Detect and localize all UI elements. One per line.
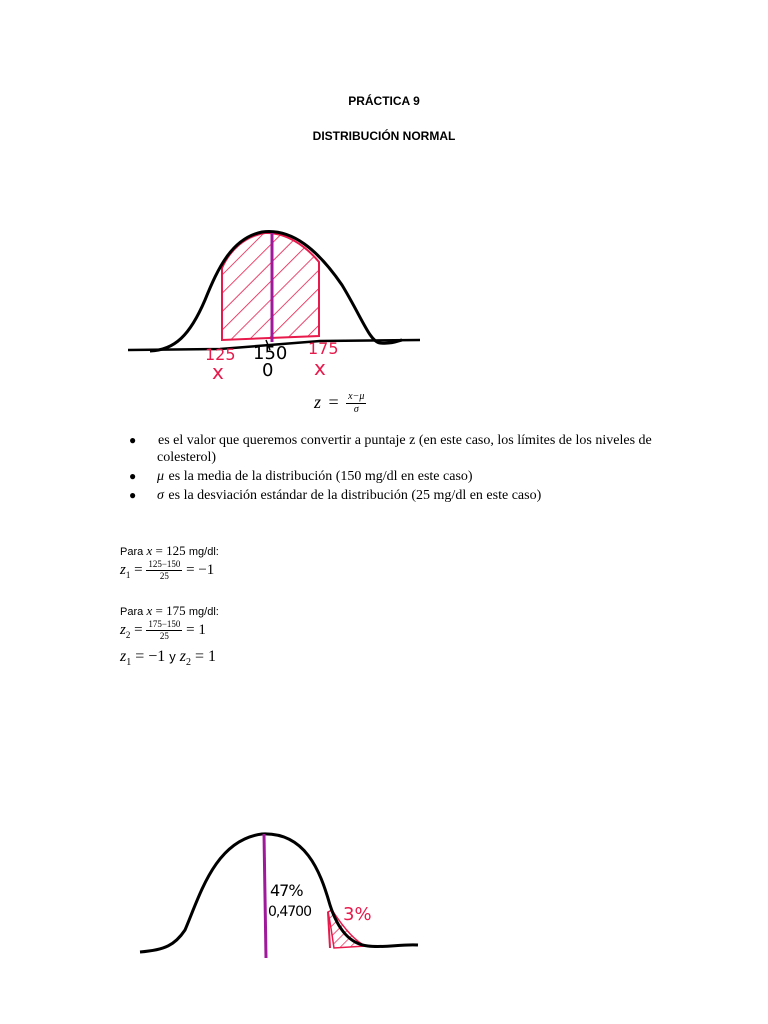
bullet-symbol: μ	[157, 469, 165, 484]
calc2-zsub: 2	[125, 629, 131, 640]
bullet-text: es la media de la distribución (150 mg/dl en este caso)	[168, 469, 473, 484]
calc1-unit: mg/dl:	[188, 546, 219, 558]
formula-numerator: x−μ	[348, 391, 365, 403]
calc2-equation: $z_2$ = $\frac{175-150}{25}$ = 1	[120, 619, 206, 641]
summary-y: y	[169, 649, 176, 664]
label-150: 150	[253, 343, 288, 364]
bullet-text: es el valor que queremos convertir a puntaje z (en este caso, los límites de los niveles de colesterol)	[157, 433, 652, 465]
calc2-z: z	[120, 621, 126, 638]
label-decimal: 0,4700	[268, 904, 311, 920]
calc2-intro: Para	[120, 606, 144, 618]
calc1-num: 125−150	[148, 559, 181, 569]
summary-z2: z	[179, 648, 187, 665]
calc2-var: x	[146, 603, 153, 618]
calc1-result: = −1	[186, 561, 215, 578]
bullet-icon: ●	[129, 488, 137, 502]
label-47-percent: 47%	[270, 881, 303, 900]
label-175: 175	[308, 339, 339, 358]
summary-s1: 1	[126, 657, 132, 669]
summary-v1: = −1	[135, 648, 166, 665]
calc1-den: 25	[159, 571, 169, 581]
mark-zero: 0	[262, 360, 274, 381]
calc1-value: = 125	[155, 543, 186, 558]
page-subtitle: DISTRIBUCIÓN NORMAL	[312, 129, 456, 143]
calc1-zsub: 1	[125, 569, 131, 580]
bullet-text: es la desviación estándar de la distribución (25 mg/dl en este caso)	[168, 488, 542, 503]
formula-eq: =	[328, 392, 339, 412]
label-3-percent: 3%	[343, 904, 372, 925]
calc1-equation: $z_1$ = $\frac{125-150}{25}$ = −1	[120, 559, 215, 581]
calc2-num: 175−150	[148, 619, 181, 629]
calc2-result: = 1	[186, 621, 206, 638]
calc2-den: 25	[159, 631, 169, 641]
formula-denominator: σ	[353, 404, 359, 416]
summary-v2: = 1	[195, 648, 217, 665]
summary-s2: 2	[186, 657, 192, 669]
center-line-2	[264, 834, 266, 958]
bullet-icon: ●	[129, 433, 137, 447]
page-title: PRÁCTICA 9	[348, 94, 420, 108]
summary-z1: z	[120, 648, 127, 665]
mark-x-right: x	[314, 356, 326, 380]
bullet-symbol: σ	[157, 488, 164, 503]
calc1-var: x	[146, 543, 153, 558]
mark-x-left: x	[212, 360, 224, 384]
calc1-z: z	[120, 561, 126, 578]
calc2-value: = 175	[155, 603, 186, 618]
bullet-icon: ●	[129, 469, 137, 483]
calc1-intro: Para	[120, 546, 144, 558]
formula-lhs: z	[314, 392, 322, 412]
label-125: 125	[205, 345, 236, 364]
calc2-unit: mg/dl:	[188, 606, 219, 618]
